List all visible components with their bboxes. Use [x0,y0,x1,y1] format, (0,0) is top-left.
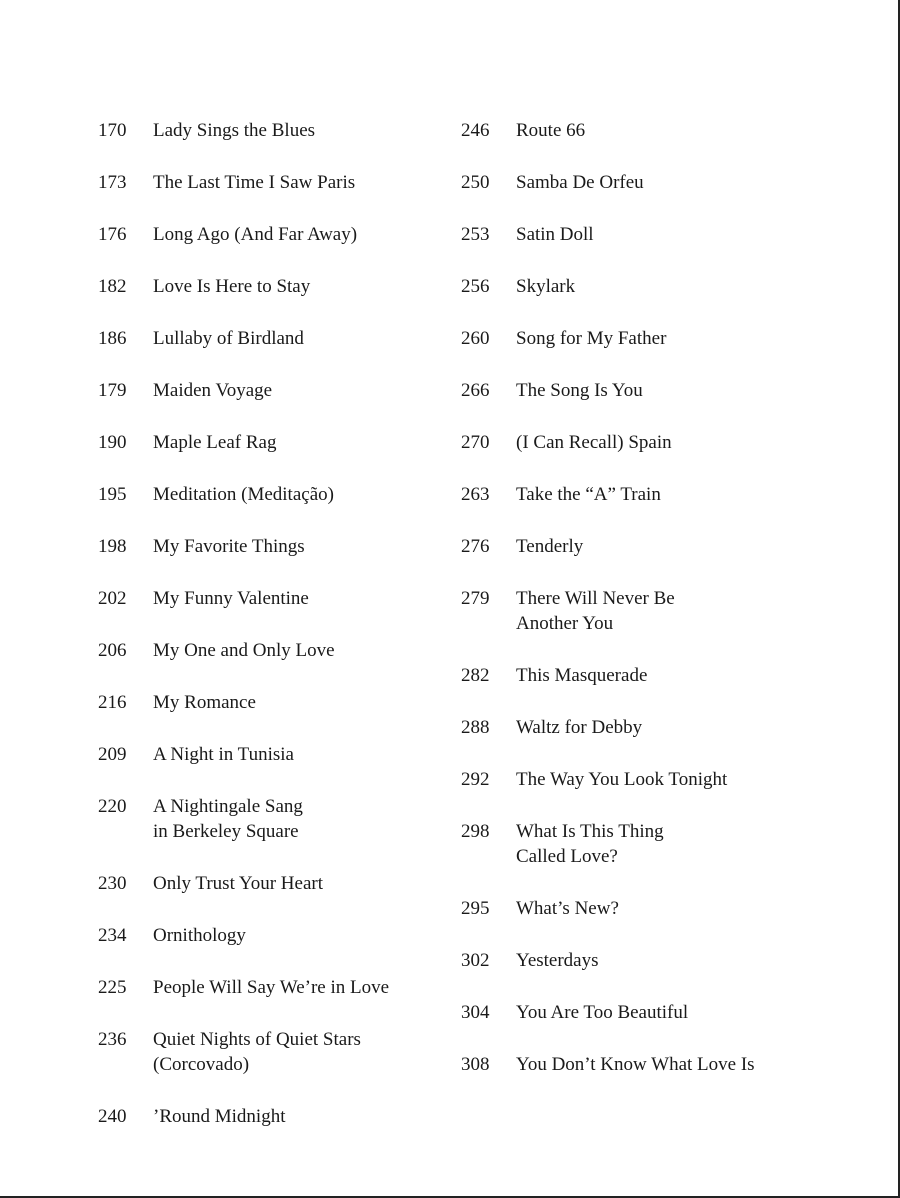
song-title: A Night in Tunisia [153,744,294,765]
song-title: Only Trust Your Heart [153,873,323,894]
song-title: A Nightingale Sang in Berkeley Square [153,796,303,842]
page-number: 202 [98,588,127,609]
contents-entry [98,430,438,455]
page-number: 225 [98,977,127,998]
contents-entry [461,534,861,559]
song-title: ’Round Midnight [153,1106,286,1127]
page-number: 198 [98,536,127,557]
song-title: Tenderly [516,536,584,557]
page-number: 179 [98,380,127,401]
page-number: 195 [98,484,127,505]
contents-entry [461,118,861,143]
song-title: Song for My Father [516,328,667,349]
contents-entry [461,222,861,247]
song-title: Long Ago (And Far Away) [153,224,358,245]
contents-entry [98,534,438,559]
page-number: 173 [98,172,127,193]
page-number: 186 [98,328,127,349]
page-number: 295 [461,898,490,919]
song-title: Maple Leaf Rag [153,432,277,453]
contents-entry [461,378,861,403]
contents-entry [461,767,861,792]
contents-column-left [98,118,438,1156]
contents-entry [98,326,438,351]
page-number: 220 [98,796,127,817]
song-title: Satin Doll [516,224,594,245]
page-number: 270 [461,432,490,453]
song-title: Take the “A” Train [516,484,661,505]
song-title: My Funny Valentine [153,588,309,609]
song-title: The Song Is You [516,380,643,401]
song-title: Lady Sings the Blues [153,120,316,141]
contents-entry [98,871,438,896]
contents-entry [461,663,861,688]
contents-entry [98,923,438,948]
page-number: 216 [98,692,127,713]
page-number: 236 [98,1029,127,1050]
page-number: 182 [98,276,127,297]
contents-entry [98,1027,438,1077]
contents-entry [98,794,438,844]
contents-entry [461,274,861,299]
page-number: 292 [461,769,490,790]
song-title: What’s New? [516,898,619,919]
song-title: (I Can Recall) Spain [516,432,672,453]
contents-entry [98,586,438,611]
song-title: Quiet Nights of Quiet Stars (Corcovado) [153,1029,361,1075]
song-title: Ornithology [153,925,246,946]
contents-entry [461,430,861,455]
contents-entry [98,690,438,715]
page-number: 240 [98,1106,127,1127]
page-number: 234 [98,925,127,946]
page-number: 256 [461,276,490,297]
page-number: 279 [461,588,490,609]
contents-entry [98,638,438,663]
song-title: Meditation (Meditação) [153,484,334,505]
song-title: Waltz for Debby [516,717,643,738]
contents-entry [461,715,861,740]
page-number: 253 [461,224,490,245]
contents-entry [98,378,438,403]
contents-entry [98,274,438,299]
contents-entry [98,118,438,143]
song-title: This Masquerade [516,665,648,686]
page-number: 209 [98,744,127,765]
song-title: You Are Too Beautiful [516,1002,689,1023]
page-number: 288 [461,717,490,738]
contents-entry [461,948,861,973]
song-title: Yesterdays [516,950,599,971]
page-number: 250 [461,172,490,193]
song-title: You Don’t Know What Love Is [516,1054,755,1075]
contents-entry [461,482,861,507]
contents-entry [98,170,438,195]
contents-entry [461,1052,861,1077]
song-title: My One and Only Love [153,640,335,661]
page-number: 302 [461,950,490,971]
song-title: Skylark [516,276,576,297]
song-title: People Will Say We’re in Love [153,977,390,998]
page-number: 170 [98,120,127,141]
page-number: 276 [461,536,490,557]
song-title: Route 66 [516,120,586,141]
page-number: 304 [461,1002,490,1023]
page-number: 246 [461,120,490,141]
song-title: Samba De Orfeu [516,172,644,193]
contents-entry [98,222,438,247]
contents-entry [98,975,438,1000]
page-number: 230 [98,873,127,894]
page-number: 190 [98,432,127,453]
page-number: 263 [461,484,490,505]
contents-entry [98,482,438,507]
page-number: 308 [461,1054,490,1075]
page-number: 176 [98,224,127,245]
song-title: The Way You Look Tonight [516,769,728,790]
song-title: My Romance [153,692,256,713]
contents-entry [98,742,438,767]
song-title: Lullaby of Birdland [153,328,304,349]
song-title: Maiden Voyage [153,380,273,401]
page-number: 282 [461,665,490,686]
page-number: 260 [461,328,490,349]
contents-entry [461,819,861,869]
contents-entry [461,170,861,195]
page-number: 298 [461,821,490,842]
song-title: The Last Time I Saw Paris [153,172,356,193]
contents-entry [461,1000,861,1025]
contents-entry [461,326,861,351]
song-title: There Will Never Be Another You [516,588,675,634]
page-number: 206 [98,640,127,661]
page-number: 266 [461,380,490,401]
contents-column-right [461,118,861,1104]
song-title: My Favorite Things [153,536,305,557]
contents-entry [461,896,861,921]
contents-entry [98,1104,438,1129]
song-title: What Is This Thing Called Love? [516,821,664,867]
song-title: Love Is Here to Stay [153,276,311,297]
contents-entry [461,586,861,636]
